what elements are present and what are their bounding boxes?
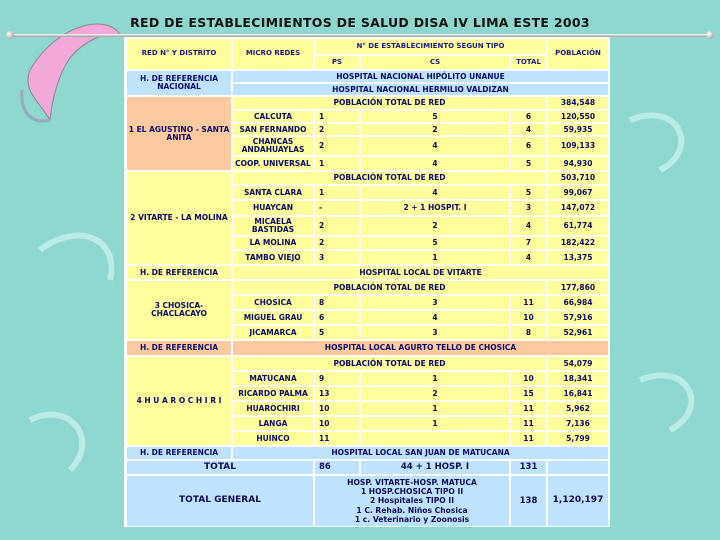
- red2-row-ps: 3: [315, 251, 359, 264]
- red4-row-ps: 10: [315, 402, 359, 415]
- red4-row-ps: 9: [315, 372, 359, 385]
- total-label: TOTAL: [127, 461, 313, 474]
- red2-row-pob: 61,774: [548, 217, 608, 235]
- red4-label: 4 H U A R O C H I R I: [127, 357, 231, 445]
- total-general-detail: [315, 476, 509, 526]
- red4-row-ps: 13: [315, 387, 359, 400]
- red1-row-total: 5: [511, 157, 546, 170]
- red3-row-ps: 8: [315, 296, 359, 309]
- red2-href-label: H. DE REFERENCIA: [127, 266, 231, 279]
- red1-pob-total: 384,548: [548, 97, 608, 109]
- red4-row-cs: 1: [361, 372, 509, 385]
- header-total: TOTAL: [511, 56, 546, 69]
- red3-label: 3 CHOSICA-CHACLACAYO: [127, 281, 231, 339]
- red3-row-name: MIGUEL GRAU: [233, 311, 313, 324]
- red3-row-pob: 57,916: [548, 311, 608, 324]
- divider-knob: [706, 31, 714, 39]
- red4-row-pob: 16,841: [548, 387, 608, 400]
- red4-row-total: 15: [511, 387, 546, 400]
- red4-href-hosp: HOSPITAL LOCAL SAN JUAN DE MATUCANA: [233, 447, 608, 459]
- general-line: HOSP. VITARTE-HOSP. MATUCA: [347, 477, 477, 487]
- red4-row-cs: 1: [361, 402, 509, 415]
- red3-row-cs: 3: [361, 296, 509, 309]
- red4-row-total: 10: [511, 372, 546, 385]
- red1-row-pob: 59,935: [548, 124, 608, 135]
- red1-row-pob: 94,930: [548, 157, 608, 170]
- red1-row-cs: 4: [361, 157, 509, 170]
- bg-swirl: [630, 115, 681, 170]
- red4-row-name: RICARDO PALMA: [233, 387, 313, 400]
- red2-row-total: 5: [511, 186, 546, 199]
- red2-row-total: 4: [511, 217, 546, 235]
- red1-row-ps: 1: [315, 111, 359, 122]
- red1-pob-label: POBLACIÓN TOTAL DE RED: [233, 97, 546, 109]
- general-line: 1 HOSP.CHOSICA TIPO II: [360, 487, 464, 497]
- red4-row-name: HUAROCHIRI: [233, 402, 313, 415]
- red3-row-cs: 4: [361, 311, 509, 324]
- total-total: 131: [511, 461, 546, 474]
- href-nacional-hosp2: HOSPITAL NACIONAL HERMILIO VALDIZAN: [233, 84, 608, 95]
- red3-row-cs: 3: [361, 326, 509, 339]
- red3-row-total: 8: [511, 326, 546, 339]
- total-ps: 86: [315, 461, 359, 474]
- red2-row-cs: 2: [361, 217, 509, 235]
- red1-row-cs: 2: [361, 124, 509, 135]
- header-micro: MICRO REDES: [233, 39, 313, 69]
- red2-row-pob: 13,375: [548, 251, 608, 264]
- red2-href-hosp: HOSPITAL LOCAL DE VITARTE: [233, 266, 608, 279]
- red2-row-pob: 182,422: [548, 237, 608, 249]
- red1-row-total: 6: [511, 111, 546, 122]
- red2-row-total: 4: [511, 251, 546, 264]
- red1-row-cs: 4: [361, 137, 509, 155]
- red2-row-pob: 99,067: [548, 186, 608, 199]
- red3-pob-label: POBLACIÓN TOTAL DE RED: [233, 281, 546, 294]
- red4-href-label: H. DE REFERENCIA: [127, 447, 231, 459]
- general-line: 2 Hospitales TIPO II: [369, 496, 455, 506]
- red4-row-ps: 10: [315, 417, 359, 430]
- red2-row-name: HUAYCAN: [233, 201, 313, 215]
- red3-row-name: JICAMARCA: [233, 326, 313, 339]
- red2-row-ps: 2: [315, 217, 359, 235]
- red4-row-cs: [361, 432, 509, 445]
- total-general-label: TOTAL GENERAL: [127, 476, 313, 526]
- total-general-total: 138: [511, 476, 546, 526]
- red4-row-ps: 11: [315, 432, 359, 445]
- red2-pob-total: 503,710: [548, 172, 608, 184]
- red2-row-cs: 4: [361, 186, 509, 199]
- red1-row-total: 4: [511, 124, 546, 135]
- red2-row-cs: 2 + 1 HOSPIT. I: [361, 201, 509, 215]
- red1-row-ps: 2: [315, 124, 359, 135]
- red2-row-name: MICAELA BASTIDAS: [233, 217, 313, 235]
- general-line: 1 C. Rehab. Niños Chosica: [356, 505, 468, 515]
- total-general-pob: 1,120,197: [548, 476, 608, 526]
- red1-label: 1 EL AGUSTINO - SANTA ANITA: [127, 97, 231, 170]
- red2-row-total: 7: [511, 237, 546, 249]
- red4-row-name: MATUCANA: [233, 372, 313, 385]
- total-pob-empty: [548, 461, 608, 474]
- red4-row-name: HUINCO: [233, 432, 313, 445]
- bg-swirl: [40, 236, 112, 280]
- bg-swirl: [640, 375, 691, 430]
- red4-row-pob: 5,962: [548, 402, 608, 415]
- red1-row-name: SAN FERNANDO: [233, 124, 313, 135]
- red2-row-name: SANTA CLARA: [233, 186, 313, 199]
- red2-row-name: TAMBO VIEJO: [233, 251, 313, 264]
- header-red: RED N° Y DISTRITO: [127, 39, 231, 69]
- red1-row-total: 6: [511, 137, 546, 155]
- total-cs: 44 + 1 HOSP. I: [361, 461, 509, 474]
- header-ps: PS: [315, 56, 359, 69]
- red4-row-total: 11: [511, 402, 546, 415]
- red3-row-ps: 6: [315, 311, 359, 324]
- red2-label: 2 VITARTE - LA MOLINA: [127, 172, 231, 264]
- header-num: N° DE ESTABLECIMIENTO SEGUN TIPO: [315, 39, 546, 54]
- red2-row-ps: 1: [315, 186, 359, 199]
- red4-row-pob: 5,799: [548, 432, 608, 445]
- href-nacional-label: H. DE REFERENCIA NACIONAL: [127, 71, 231, 95]
- general-line: 1 c. Veterinario y Zoonosis: [354, 514, 470, 524]
- red2-row-total: 3: [511, 201, 546, 215]
- red4-row-pob: 7,136: [548, 417, 608, 430]
- red3-row-total: 10: [511, 311, 546, 324]
- red4-row-name: LANGA: [233, 417, 313, 430]
- red4-row-total: 11: [511, 432, 546, 445]
- red3-href-label: H. DE REFERENCIA: [127, 341, 231, 355]
- red2-row-ps: -: [315, 201, 359, 215]
- red4-row-cs: 2: [361, 387, 509, 400]
- red3-href-hosp: HOSPITAL LOCAL AGURTO TELLO DE CHOSICA: [233, 341, 608, 355]
- red3-pob-total: 177,860: [548, 281, 608, 294]
- header-pob: POBLACIÓN: [548, 39, 608, 69]
- red3-row-name: CHOSICA: [233, 296, 313, 309]
- red1-row-pob: 109,133: [548, 137, 608, 155]
- href-nacional-hosp1: HOSPITAL NACIONAL HIPÓLITO UNANUE: [233, 71, 608, 82]
- red1-row-name: CHANCAS ANDAHUAYLAS: [233, 137, 313, 155]
- red1-row-name: CALCUTA: [233, 111, 313, 122]
- red3-row-pob: 66,984: [548, 296, 608, 309]
- header-cs: CS: [361, 56, 509, 69]
- red4-row-pob: 18,341: [548, 372, 608, 385]
- red3-row-pob: 52,961: [548, 326, 608, 339]
- red2-row-cs: 5: [361, 237, 509, 249]
- bg-swirl: [30, 415, 82, 470]
- red2-row-ps: 2: [315, 237, 359, 249]
- red1-row-ps: 2: [315, 137, 359, 155]
- red2-row-pob: 147,072: [548, 201, 608, 215]
- red4-pob-total: 54,079: [548, 357, 608, 370]
- red2-pob-label: POBLACIÓN TOTAL DE RED: [233, 172, 546, 184]
- red1-row-name: COOP. UNIVERSAL: [233, 157, 313, 170]
- red2-row-cs: 1: [361, 251, 509, 264]
- red2-row-name: LA MOLINA: [233, 237, 313, 249]
- red4-row-cs: 1: [361, 417, 509, 430]
- red1-row-ps: 1: [315, 157, 359, 170]
- red3-row-ps: 5: [315, 326, 359, 339]
- red1-row-pob: 120,550: [548, 111, 608, 122]
- page-title: RED DE ESTABLECIMIENTOS DE SALUD DISA IV LIMA ESTE 2003: [130, 15, 590, 30]
- red1-row-cs: 5: [361, 111, 509, 122]
- red4-row-total: 11: [511, 417, 546, 430]
- red3-row-total: 11: [511, 296, 546, 309]
- divider-knob: [6, 31, 14, 39]
- red4-pob-label: POBLACIÓN TOTAL DE RED: [233, 357, 546, 370]
